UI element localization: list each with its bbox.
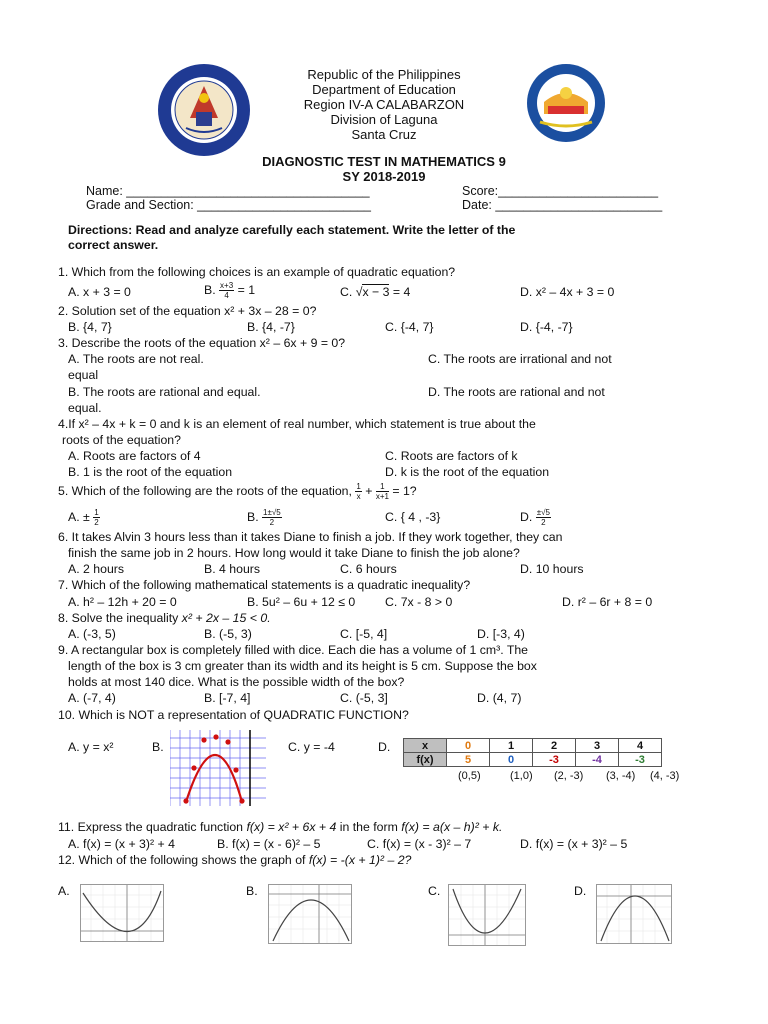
q11-mid: in the form [339,820,398,834]
q5-stem: 5. Which of the following are the roots of the equation, [58,483,352,498]
q12-option-c[interactable]: C. [428,884,441,898]
q11-stem: 11. Express the quadratic function [58,820,244,834]
question-8 [58,611,271,625]
q5-option-a[interactable] [68,508,100,527]
question-9: 9. A rectangular box is completely filled with dice. Each die has a volume of 1 cm³. The [58,643,529,657]
q1-b-num: x+3 [220,281,234,290]
q6-option-c[interactable]: C. 6 hours [340,562,397,576]
q3-option-c[interactable]: C. The roots are irrational and not [428,352,612,366]
q10-pair-2: (1,0) [510,770,533,782]
school-year: SY 2018-2019 [342,169,426,184]
q5-a-num: 1 [94,508,99,517]
grade-section-field[interactable]: Grade and Section: _________________________ [86,198,371,212]
question-10: 10. Which is NOT a representation of QUADRATIC FUNCTION? [58,708,409,722]
table-cell: f(x) [404,753,447,767]
question-3: 3. Describe the roots of the equation x² – 6x + 9 = 0? [58,336,346,350]
q10-option-d[interactable]: D. [378,740,391,754]
q12-function: f(x) = -(x + 1)² – 2? [308,853,412,867]
table-cell: 4 [619,739,662,753]
q11-function: f(x) = x² + 6x + 4 [246,820,337,834]
question-4-cont: roots of the equation? [62,433,181,447]
q12-option-a[interactable]: A. [58,884,70,898]
q7-option-d[interactable]: D. r² – 6r + 8 = 0 [562,595,653,609]
table-cell: -3 [619,753,662,767]
directions-line2: correct answer. [68,238,159,252]
sqrt-icon: √ [355,285,363,299]
q1-option-d[interactable]: D. x² – 4x + 3 = 0 [520,285,615,299]
table-cell: 2 [533,739,576,753]
q4-option-a[interactable]: A. Roots are factors of 4 [68,449,201,463]
q5-option-b[interactable] [247,508,282,527]
table-cell: x [404,739,447,753]
q10-option-c[interactable]: C. y = -4 [288,740,335,754]
score-field[interactable]: Score:_______________________ [462,184,659,198]
q1-b-fraction [219,281,234,300]
q10-pair-3: (2, -3) [554,770,584,782]
q5-stem-end: = 1? [392,483,417,498]
name-field[interactable]: Name: ___________________________________ [86,184,370,198]
q5-b-letter: B. [247,509,259,524]
q5-option-d[interactable] [520,508,551,527]
q5-d-fraction [536,508,551,527]
q12-option-d[interactable]: D. [574,884,587,898]
q5-fraction-2 [376,482,389,501]
q10-option-b[interactable]: B. [152,740,164,754]
q5-f1-den: x [356,492,361,501]
table-row [404,739,662,753]
q8-expression: x² + 2x – 15 < 0. [181,611,271,625]
q5-a-fraction [93,508,99,527]
q3-option-b-wrap: equal. [68,401,102,415]
q2-option-d[interactable]: D. {-4, -7} [520,320,573,334]
question-2: 2. Solution set of the equation x² + 3x – 28 = 0? [58,304,317,318]
q11-option-d[interactable]: D. f(x) = (x + 3)² – 5 [520,837,628,851]
q1-c-letter: C. [340,285,356,299]
q1-option-b[interactable] [204,281,255,300]
q9-option-a[interactable]: A. (-7, 4) [68,691,116,705]
q10-pair-5: (4, -3) [650,770,680,782]
q5-a-letter: A. ± [68,509,90,524]
q11-option-b[interactable]: B. f(x) = (x - 6)² – 5 [217,837,321,851]
q1-c-radicand: x − 3 [362,285,390,299]
question-6-cont: finish the same job in 2 hours. How long would it take Diane to finish the job alone? [68,546,520,560]
q12-a-graph[interactable] [80,884,164,942]
directions-line1: Directions: Read and analyze carefully each statement. Write the letter of the [68,223,516,237]
q4-option-d[interactable]: D. k is the root of the equation [385,465,550,479]
q6-option-a[interactable]: A. 2 hours [68,562,125,576]
table-cell: 0 [447,739,490,753]
q8-option-b[interactable]: B. (-5, 3) [204,627,252,641]
question-9-cont1: length of the box is 3 cm greater than its width and its height is 5 cm. Suppose the box [68,659,537,673]
q2-option-c[interactable]: C. {-4, 7} [385,320,434,334]
q5-b-num: 1±√5 [263,508,281,517]
question-5: 5. Which of the following are the roots of the equation, $\frac{1}{x}$ + $\frac{1}{x+1}$ = 1? [58,482,417,501]
q1-b-letter: B. [204,282,216,297]
q9-option-c[interactable]: C. (-5, 3] [340,691,388,705]
q5-f1-num: 1 [356,482,361,491]
q3-option-a[interactable]: A. The roots are not real. [68,352,204,366]
q10-option-a[interactable]: A. y = x² [68,740,114,754]
table-cell: 1 [490,739,533,753]
q7-option-c[interactable]: C. 7x - 8 > 0 [385,595,453,609]
q12-c-graph[interactable] [448,884,526,946]
q12-d-graph[interactable] [596,884,672,944]
question-12 [58,853,411,867]
table-cell: -3 [533,753,576,767]
q1-option-c[interactable] [340,285,410,299]
q5-d-den: 2 [541,518,546,527]
q10-pair-1: (0,5) [458,770,481,782]
q3-option-d[interactable]: D. The roots are rational and not [428,385,605,399]
question-9-cont2: holds at most 140 dice. What is the possible width of the box? [68,675,405,689]
q5-f2-num: 1 [376,482,389,492]
header-region: Region IV-A CALABARZON [303,97,465,112]
q5-d-letter: D. [520,509,533,524]
q11-option-a[interactable]: A. f(x) = (x + 3)² + 4 [68,837,175,851]
header-department: Department of Education [312,82,456,97]
question-4: 4.If x² – 4x + k = 0 and k is an element of real number, which statement is true about the [58,417,536,431]
q9-option-d[interactable]: D. (4, 7) [477,691,522,705]
q12-b-graph[interactable] [268,884,352,944]
q3-option-a-wrap: equal [68,368,99,382]
test-title: DIAGNOSTIC TEST IN MATHEMATICS 9 [262,154,506,169]
q7-option-b[interactable]: B. 5u² – 6u + 12 ≤ 0 [247,595,356,609]
q7-option-a[interactable]: A. h² – 12h + 20 = 0 [68,595,177,609]
q1-b-den: 4 [224,291,229,300]
header-city: Santa Cruz [351,127,417,142]
header-division: Division of Laguna [330,112,438,127]
q10-b-parabola-graph[interactable] [170,730,266,806]
q5-a-den: 2 [94,518,99,527]
q10-d-table[interactable] [403,738,662,767]
q5-f2-den: x+1 [375,492,389,501]
q4-option-b[interactable]: B. 1 is the root of the equation [68,465,233,479]
table-cell: -4 [576,753,619,767]
q8-stem: 8. Solve the inequality [58,611,179,625]
q12-option-b[interactable]: B. [246,884,258,898]
q11-vertex-form: f(x) = a(x – h)² + k. [401,820,503,834]
q11-option-c[interactable]: C. f(x) = (x - 3)² – 7 [367,837,472,851]
q2-option-a[interactable]: B. {4, 7} [68,320,112,334]
table-cell: 3 [576,739,619,753]
q4-option-c[interactable]: C. Roots are factors of k [385,449,518,463]
q10-pair-4: (3, -4) [606,770,636,782]
question-1: 1. Which from the following choices is an example of quadratic equation? [58,265,456,279]
q9-option-b[interactable]: B. [-7, 4] [204,691,251,705]
question-11 [58,820,502,834]
q6-option-d[interactable]: D. 10 hours [520,562,584,576]
q8-option-a[interactable]: A. (-3, 5) [68,627,116,641]
q2-option-b[interactable]: B. {4, -7} [247,320,295,334]
date-field[interactable]: Date: ________________________ [462,198,663,212]
q5-b-fraction [262,508,282,527]
q8-option-c[interactable]: C. [-5, 4] [340,627,388,641]
question-6: 6. It takes Alvin 3 hours less than it takes Diane to finish a job. If they work together, they can [58,530,563,544]
question-7: 7. Which of the following mathematical statements is a quadratic inequality? [58,578,471,592]
table-cell: 0 [490,753,533,767]
q1-c-rhs: = 4 [389,285,411,299]
q12-stem: 12. Which of the following shows the graph of [58,853,306,867]
q6-option-b[interactable]: B. 4 hours [204,562,261,576]
q5-option-c[interactable]: C. { 4 , -3} [385,510,441,524]
q5-b-den: 2 [269,518,275,527]
q1-b-rhs: = 1 [237,282,256,297]
table-row [404,753,662,767]
q5-fraction-1 [355,482,361,501]
q5-d-num: ±√5 [536,508,550,517]
q3-option-b[interactable]: B. The roots are rational and equal. [68,385,261,399]
q1-option-a[interactable]: A. x + 3 = 0 [68,285,131,299]
q8-option-d[interactable]: D. [-3, 4) [477,627,525,641]
header-republic: Republic of the Philippines [307,67,461,82]
table-cell: 5 [447,753,490,767]
